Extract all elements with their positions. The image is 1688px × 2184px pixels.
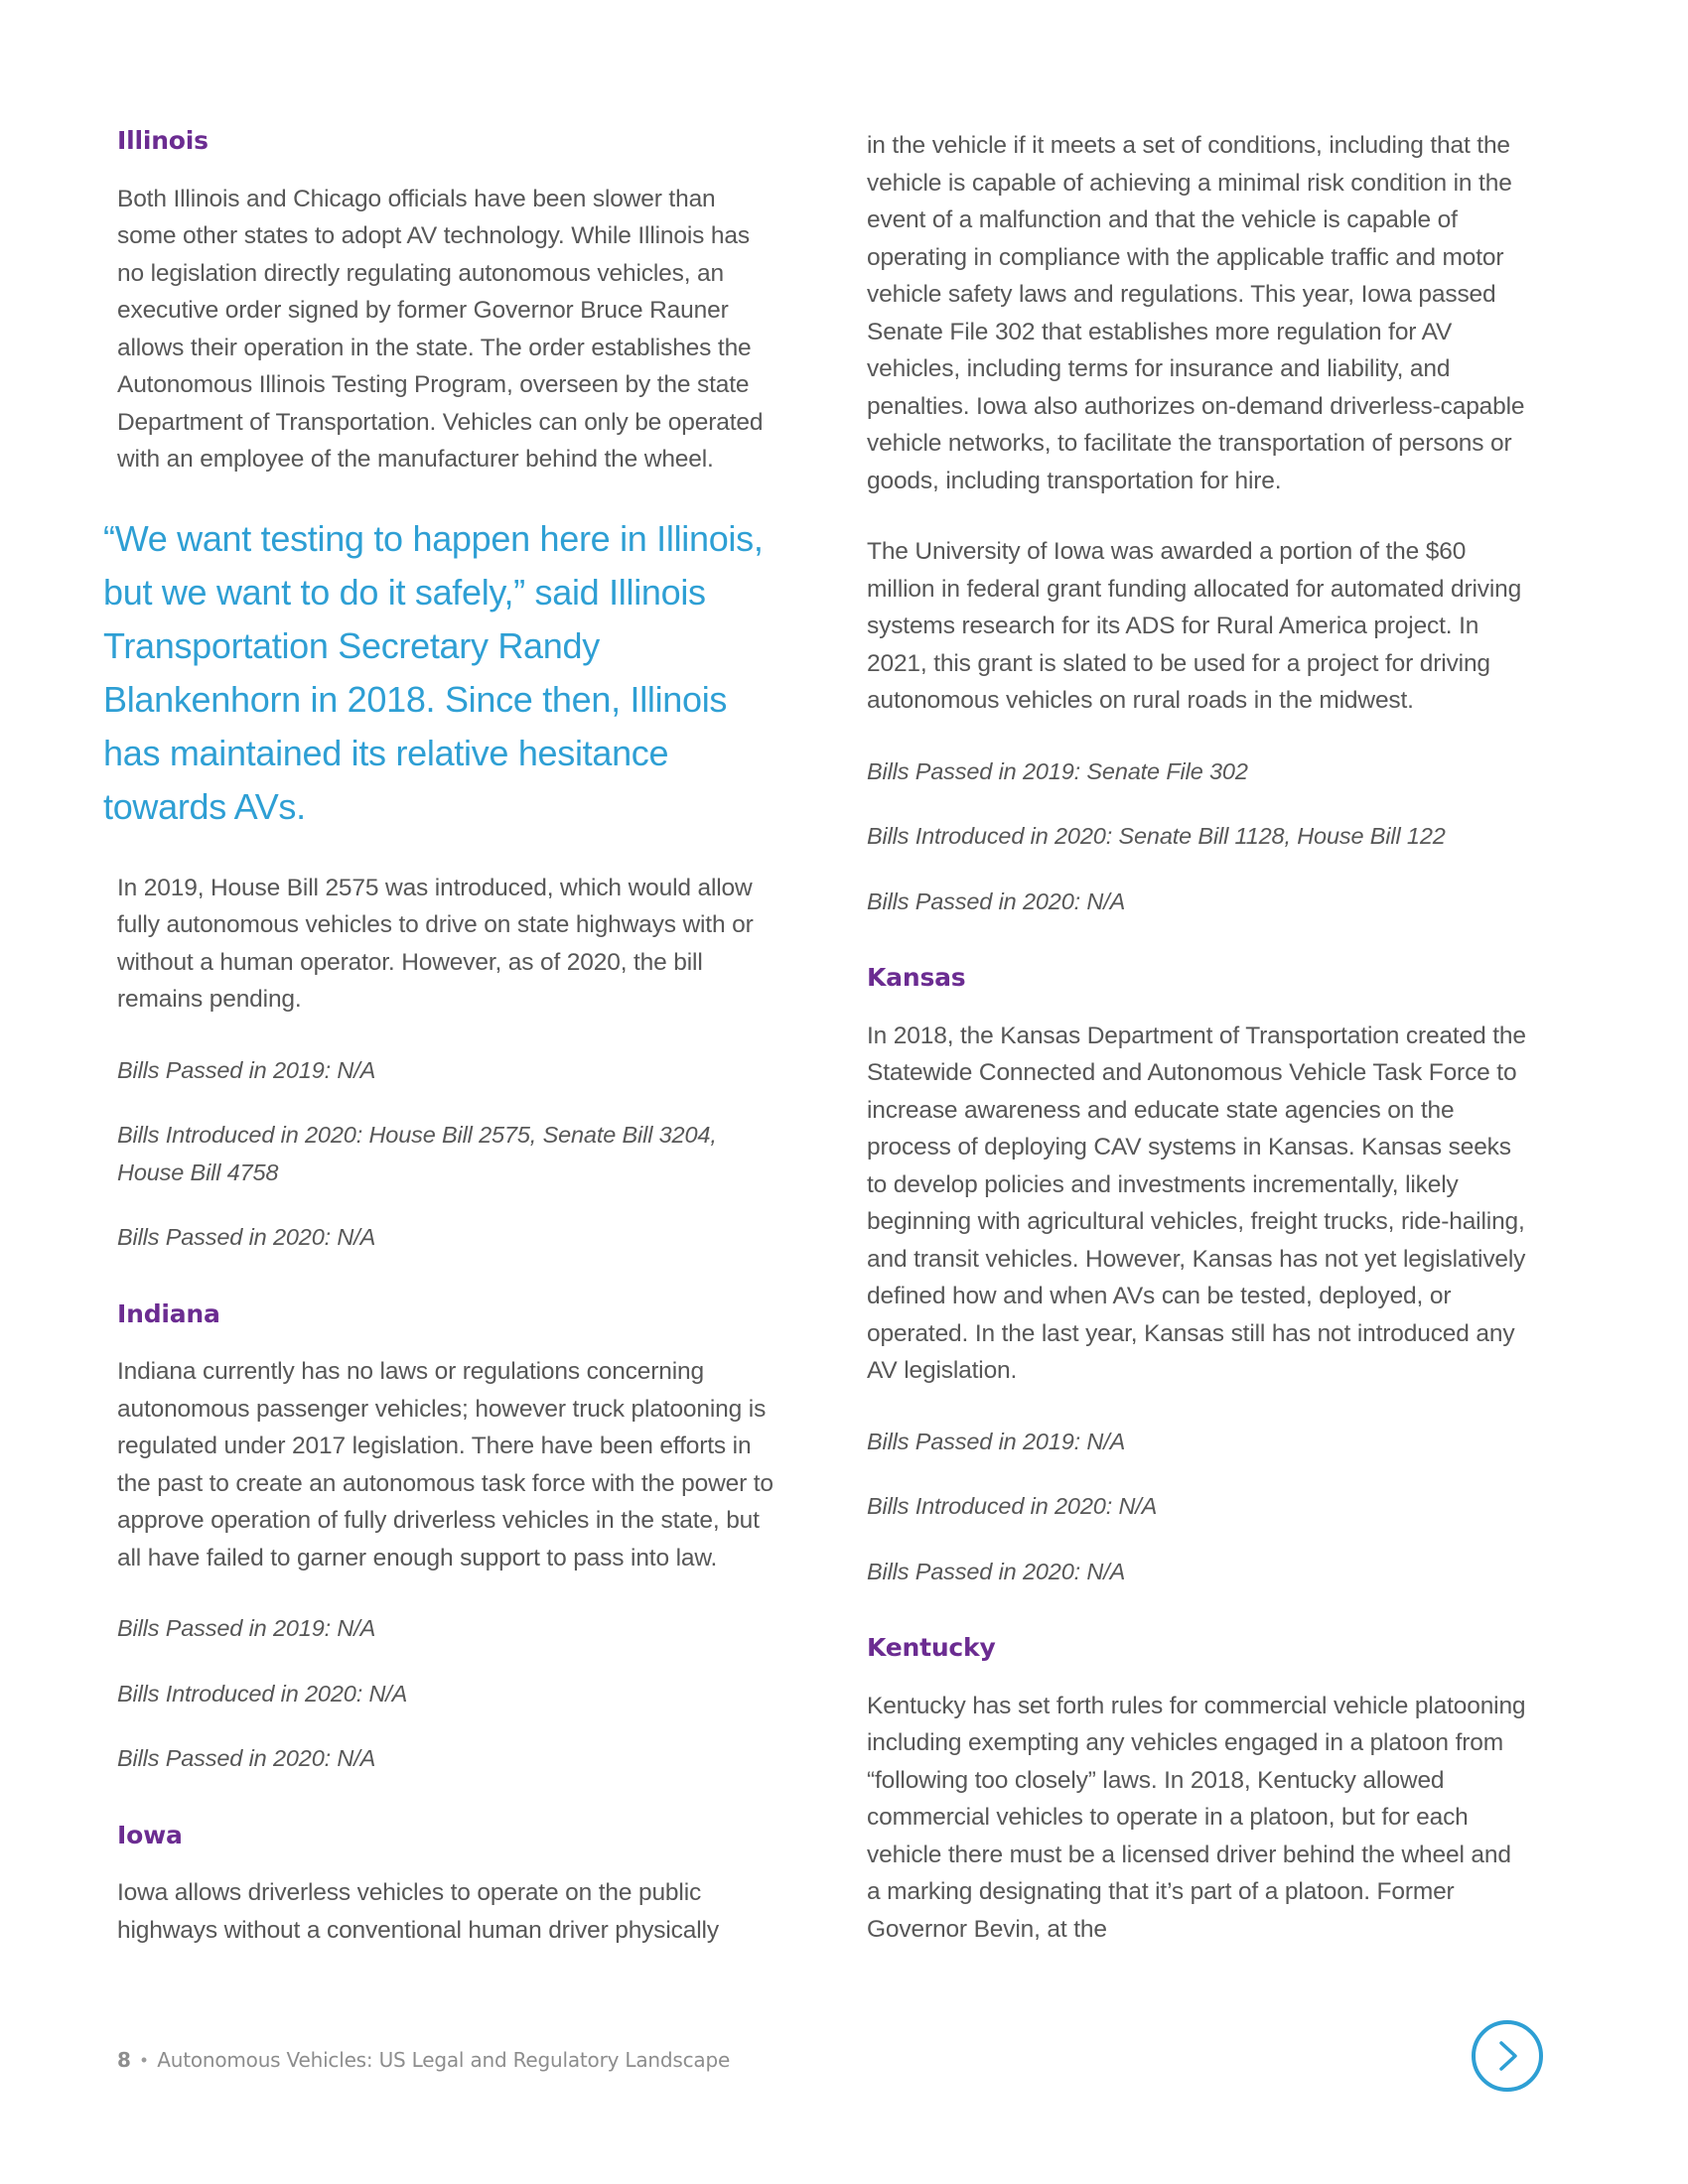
kansas-paragraph-1: In 2018, the Kansas Department of Transportation created the Statewide Connected and Autonomous Vehicle Task Force to increase awareness and educate state agencies on the process of deploying CAV systems in Kansas. Kansas seeks to develop policies and investments incrementally, likely beginning with agricultural vehicles, freight trucks, ride-hailing, and transit vehicles. However, Kansas has not yet legislatively defined how and when AVs can be tested, deployed, or operated. In the last year, Kansas still has not introduced any AV legislation.: [867, 1022, 1526, 1384]
iowa-bills-passed-2020: Bills Passed in 2020: N/A: [867, 887, 1126, 914]
section-heading-indiana: Indiana: [117, 1298, 220, 1328]
indiana-bills-introduced-2020: Bills Introduced in 2020: N/A: [117, 1680, 408, 1706]
two-column-layout: [103, 126, 1527, 1954]
page-footer: [117, 2040, 730, 2080]
iowa-continued-paragraph-1: in the vehicle if it meets a set of conditions, including that the vehicle is capable of achieving a minimal risk condition in the event of a malfunction and that the vehicle is capable of operating in compliance with the applicable traffic and motor vehicle safety laws and regulations. This year, Iowa passed Senate File 302 that establishes more regulation for AV vehicles, including terms for insurance and liability, and penalties. Iowa also authorizes on-demand driverless-capable vehicle networks, to facilitate the transportation of persons or goods, including transportation for hire.: [867, 132, 1525, 494]
indiana-paragraph-1: Indiana currently has no laws or regulations concerning autonomous passenger vehicles; however truck platooning is regulated under 2017 legislation. There have been efforts in the past to create an autonomous task force with the power to approve operation of fully driverless vehicles in the state, but all have failed to garner enough support to pass into law.: [117, 1358, 774, 1571]
iowa-bills-passed-2019: Bills Passed in 2019: Senate File 302: [867, 757, 1248, 784]
iowa-continued-paragraph-2: The University of Iowa was awarded a portion of the $60 million in federal grant funding allocated for automated driving systems research for its ADS for Rural America project. In 2021, this grant is slated to be used for a project for driving autonomous vehicles on rural roads in the midwest.: [867, 538, 1522, 714]
indiana-bills-passed-2019: Bills Passed in 2019: N/A: [117, 1615, 376, 1641]
illinois-bills-introduced-2020: Bills Introduced in 2020: House Bill 2575, Senate Bill 3204, House Bill 4758: [117, 1122, 717, 1185]
kansas-bills-introduced-2020: Bills Introduced in 2020: N/A: [867, 1493, 1158, 1519]
indiana-bills-passed-2020: Bills Passed in 2020: N/A: [117, 1745, 376, 1771]
section-heading-iowa: Iowa: [117, 1820, 183, 1849]
right-column: [867, 127, 1527, 1954]
chevron-right-icon: [1492, 2039, 1522, 2073]
illinois-bills-passed-2020: Bills Passed in 2020: N/A: [117, 1224, 376, 1250]
illinois-pullquote: “We want testing to happen here in Illinois, but we want to do it safely,” said Illinois Transportation Secretary Randy Blankenhorn in 2018. Since then, Illinois has maintained its relative hesitance towards AVs.: [103, 517, 764, 827]
kentucky-paragraph-1: Kentucky has set forth rules for commercial vehicle platooning including exempting any vehicles engaged in a platoon from “following too closely” laws. In 2018, Kentucky allowed commercial vehicles to operate in a platoon, but for each vehicle there must be a licensed driver behind the wheel and a marking designating that it’s part of a platoon. Former Governor Bevin, at the: [867, 1692, 1526, 1943]
footer-document-title: Autonomous Vehicles: US Legal and Regulatory Landscape: [157, 2048, 731, 2072]
illinois-paragraph-2: In 2019, House Bill 2575 was introduced, which would allow fully autonomous vehicles to drive on state highways with or without a human operator. However, as of 2020, the bill remains pending.: [117, 874, 754, 1013]
section-heading-kentucky: Kentucky: [867, 1633, 996, 1662]
next-page-button[interactable]: [1472, 2020, 1543, 2092]
section-heading-illinois: Illinois: [117, 126, 209, 155]
illinois-paragraph-1: Both Illinois and Chicago officials have been slower than some other states to adopt AV technology. While Illinois has no legislation directly regulating autonomous vehicles, an executive order signed by former Governor Bruce Rauner allows their operation in the state. The order establishes the Autonomous Illinois Testing Program, overseen by the state Department of Transportation. Vehicles can only be operated with an employee of the manufacturer behind the wheel.: [117, 185, 764, 473]
iowa-paragraph-1: Iowa allows driverless vehicles to operate on the public highways without a conventional human driver physically: [117, 1879, 719, 1944]
section-heading-kansas: Kansas: [867, 963, 966, 992]
illinois-bills-passed-2019: Bills Passed in 2019: N/A: [117, 1056, 376, 1083]
kansas-bills-passed-2020: Bills Passed in 2020: N/A: [867, 1558, 1126, 1584]
footer-separator: •: [140, 2049, 148, 2070]
left-column: [103, 126, 777, 1954]
page-number: 8: [117, 2048, 131, 2072]
kansas-bills-passed-2019: Bills Passed in 2019: N/A: [867, 1428, 1126, 1454]
iowa-bills-introduced-2020: Bills Introduced in 2020: Senate Bill 1128, House Bill 122: [867, 823, 1446, 849]
